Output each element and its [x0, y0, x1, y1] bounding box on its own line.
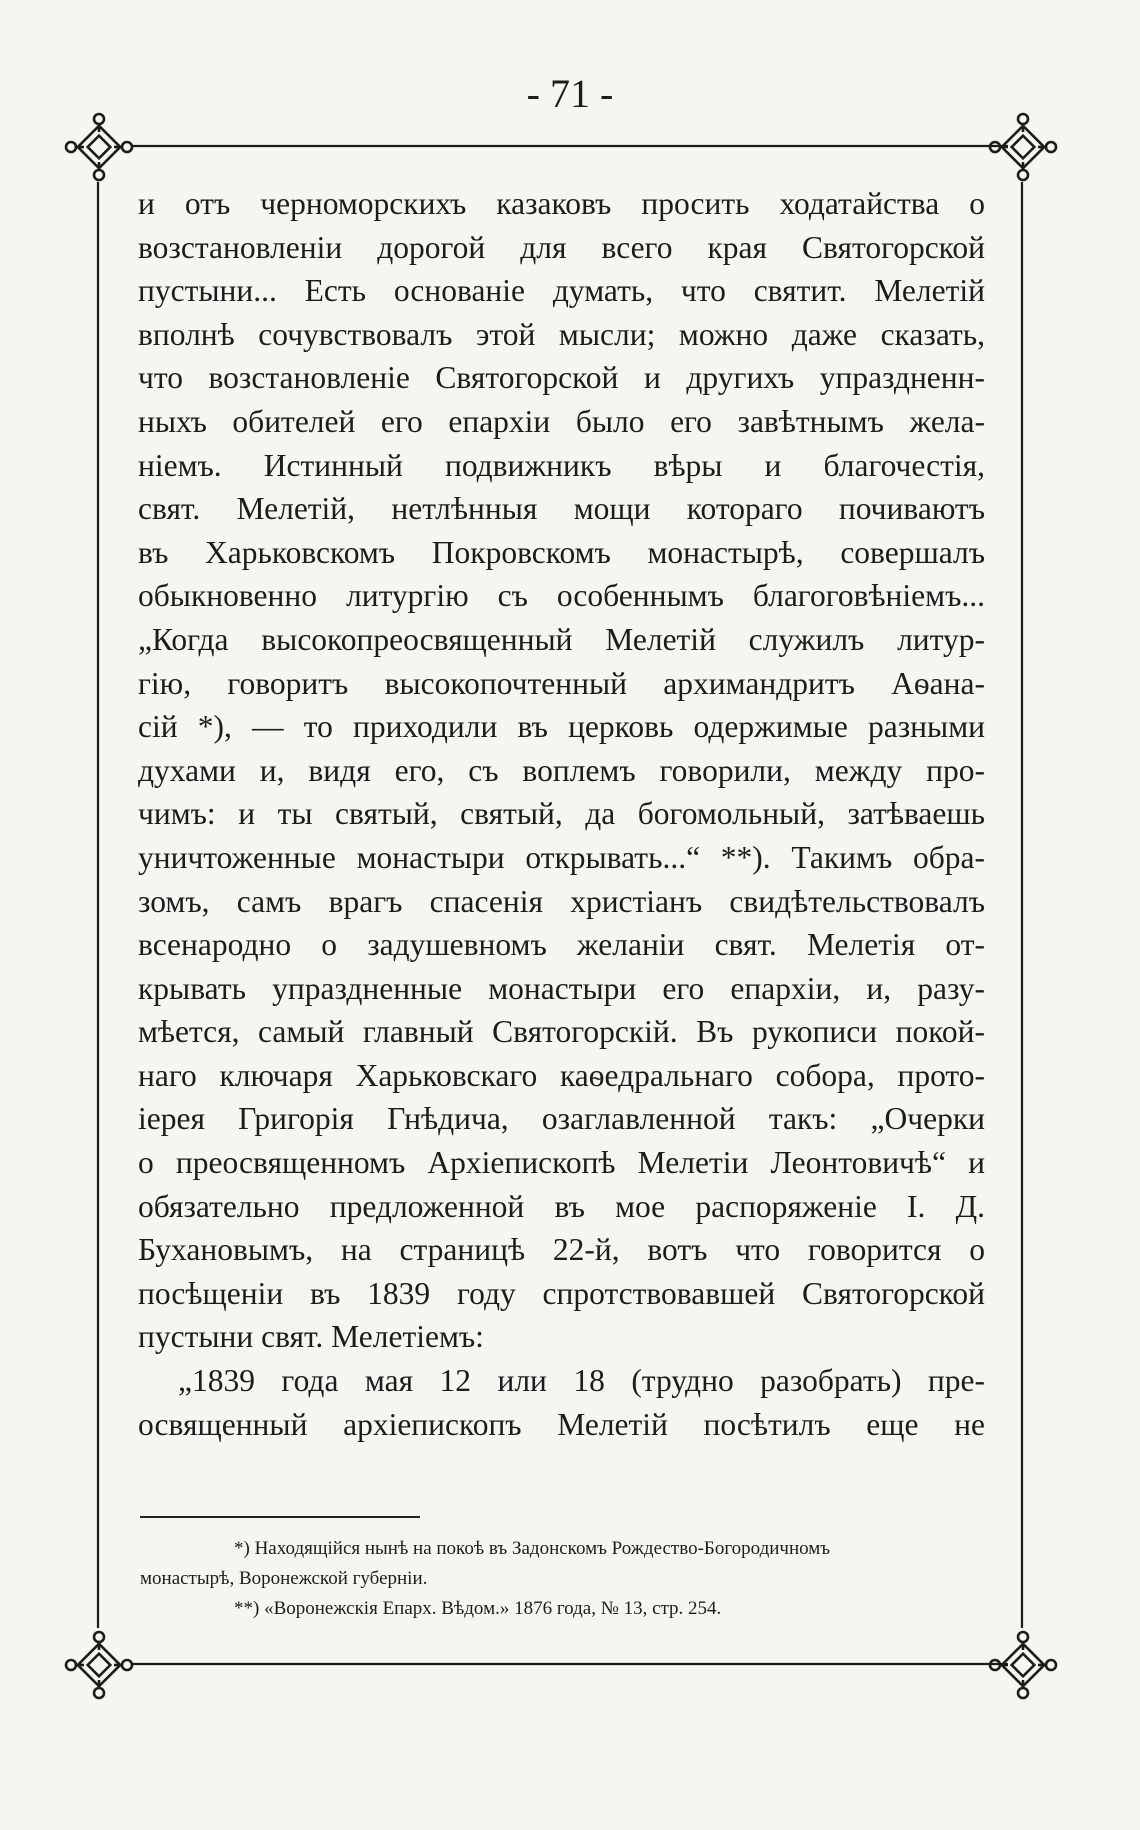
text-line: освященный архіепископъ Мелетій посѣтилъ еще не: [138, 1406, 985, 1442]
corner-ornament-bottom-right-icon: [988, 1630, 1058, 1700]
corner-ornament-bottom-left-icon: [64, 1630, 134, 1700]
text-line: о преосвященномъ Архіепископѣ Мелетіи Леонтовичѣ“ и: [138, 1145, 985, 1181]
text-line: наго ключаря Харьковскаго каѳедральнаго собора, прото-: [138, 1057, 985, 1093]
text-line: крывать упраздненные монастыри его епархіи, и, разу-: [138, 970, 985, 1006]
text-line: что возстановленіе Святогорской и другихъ упраздненн-: [138, 360, 985, 396]
text-line: зомъ, самъ врагъ спасенія христіанъ свидѣтельствовалъ: [138, 883, 985, 919]
text-line: ныхъ обителей его епархіи было его завѣтнымъ жела-: [138, 403, 985, 439]
text-line: ніемъ. Истинный подвижникъ вѣры и благочестія,: [138, 447, 985, 483]
text-line: мѣется, самый главный Святогорскій. Въ рукописи покой-: [138, 1014, 985, 1050]
text-line: духами и, видя его, съ воплемъ говорили, между про-: [138, 752, 985, 788]
text-line: „Когда высокопреосвященный Мелетій служилъ литур-: [138, 621, 985, 657]
corner-ornament-top-right-icon: [988, 112, 1058, 182]
corner-ornament-top-left-icon: [64, 112, 134, 182]
text-line: іерея Григорія Гнѣдича, озаглавленной такъ: „Очерки: [138, 1101, 985, 1137]
text-line: и отъ черноморскихъ казаковъ просить ходатайства о: [138, 186, 985, 221]
text-line: чимъ: и ты святый, святый, да богомольный, затѣваешь: [138, 796, 985, 832]
text-line: вполнѣ сочувствовалъ этой мысли; можно даже сказать,: [138, 316, 985, 352]
footnote-divider: [140, 1516, 420, 1518]
page-number: - 71 -: [526, 71, 614, 116]
footnote-line: монастырѣ, Воронежской губерніи.: [140, 1568, 428, 1589]
text-line: „1839 года мая 12 или 18 (трудно разобрать) пре-: [178, 1363, 985, 1399]
text-line: обязательно предложенной въ мое распоряженіе І. Д.: [138, 1188, 985, 1224]
text-line: посѣщеніи въ 1839 году спротствовавшей Святогорской: [138, 1275, 985, 1311]
text-line: Бухановымъ, на страницѣ 22-й, вотъ что говорится о: [138, 1232, 985, 1268]
text-line: обыкновенно литургію съ особеннымъ благоговѣніемъ...: [138, 578, 985, 614]
text-line: уничтоженные монастыри открывать...“ **). Такимъ обра-: [138, 839, 985, 875]
main-text: [138, 182, 985, 1446]
text-line: пустыни... Есть основаніе думать, что святит. Мелетій: [138, 273, 985, 309]
text-line: гію, говоритъ высокопочтенный архимандритъ Аѳана-: [138, 665, 985, 701]
text-line: въ Харьковскомъ Покровскомъ монастырѣ, совершалъ: [138, 534, 985, 570]
text-line: пустыни свят. Мелетіемъ:: [138, 1319, 484, 1355]
text-line: свят. Мелетій, нетлѣнныя мощи котораго почиваютъ: [138, 491, 985, 527]
footnote-line: **) «Воронежскія Епарх. Вѣдом.» 1876 года, № 13, стр. 254.: [234, 1598, 722, 1619]
footnote-line: *) Находящійся нынѣ на покоѣ въ Задонскомъ Рождество-Богородичномъ: [234, 1538, 831, 1559]
text-line: возстановленіи дорогой для всего края Святогорской: [138, 229, 985, 265]
text-line: всенародно о задушевномъ желаніи свят. Мелетія от-: [138, 927, 985, 963]
footnotes: [140, 1534, 985, 1624]
text-line: сій *), — то приходили въ церковь одержимые разными: [138, 709, 985, 745]
